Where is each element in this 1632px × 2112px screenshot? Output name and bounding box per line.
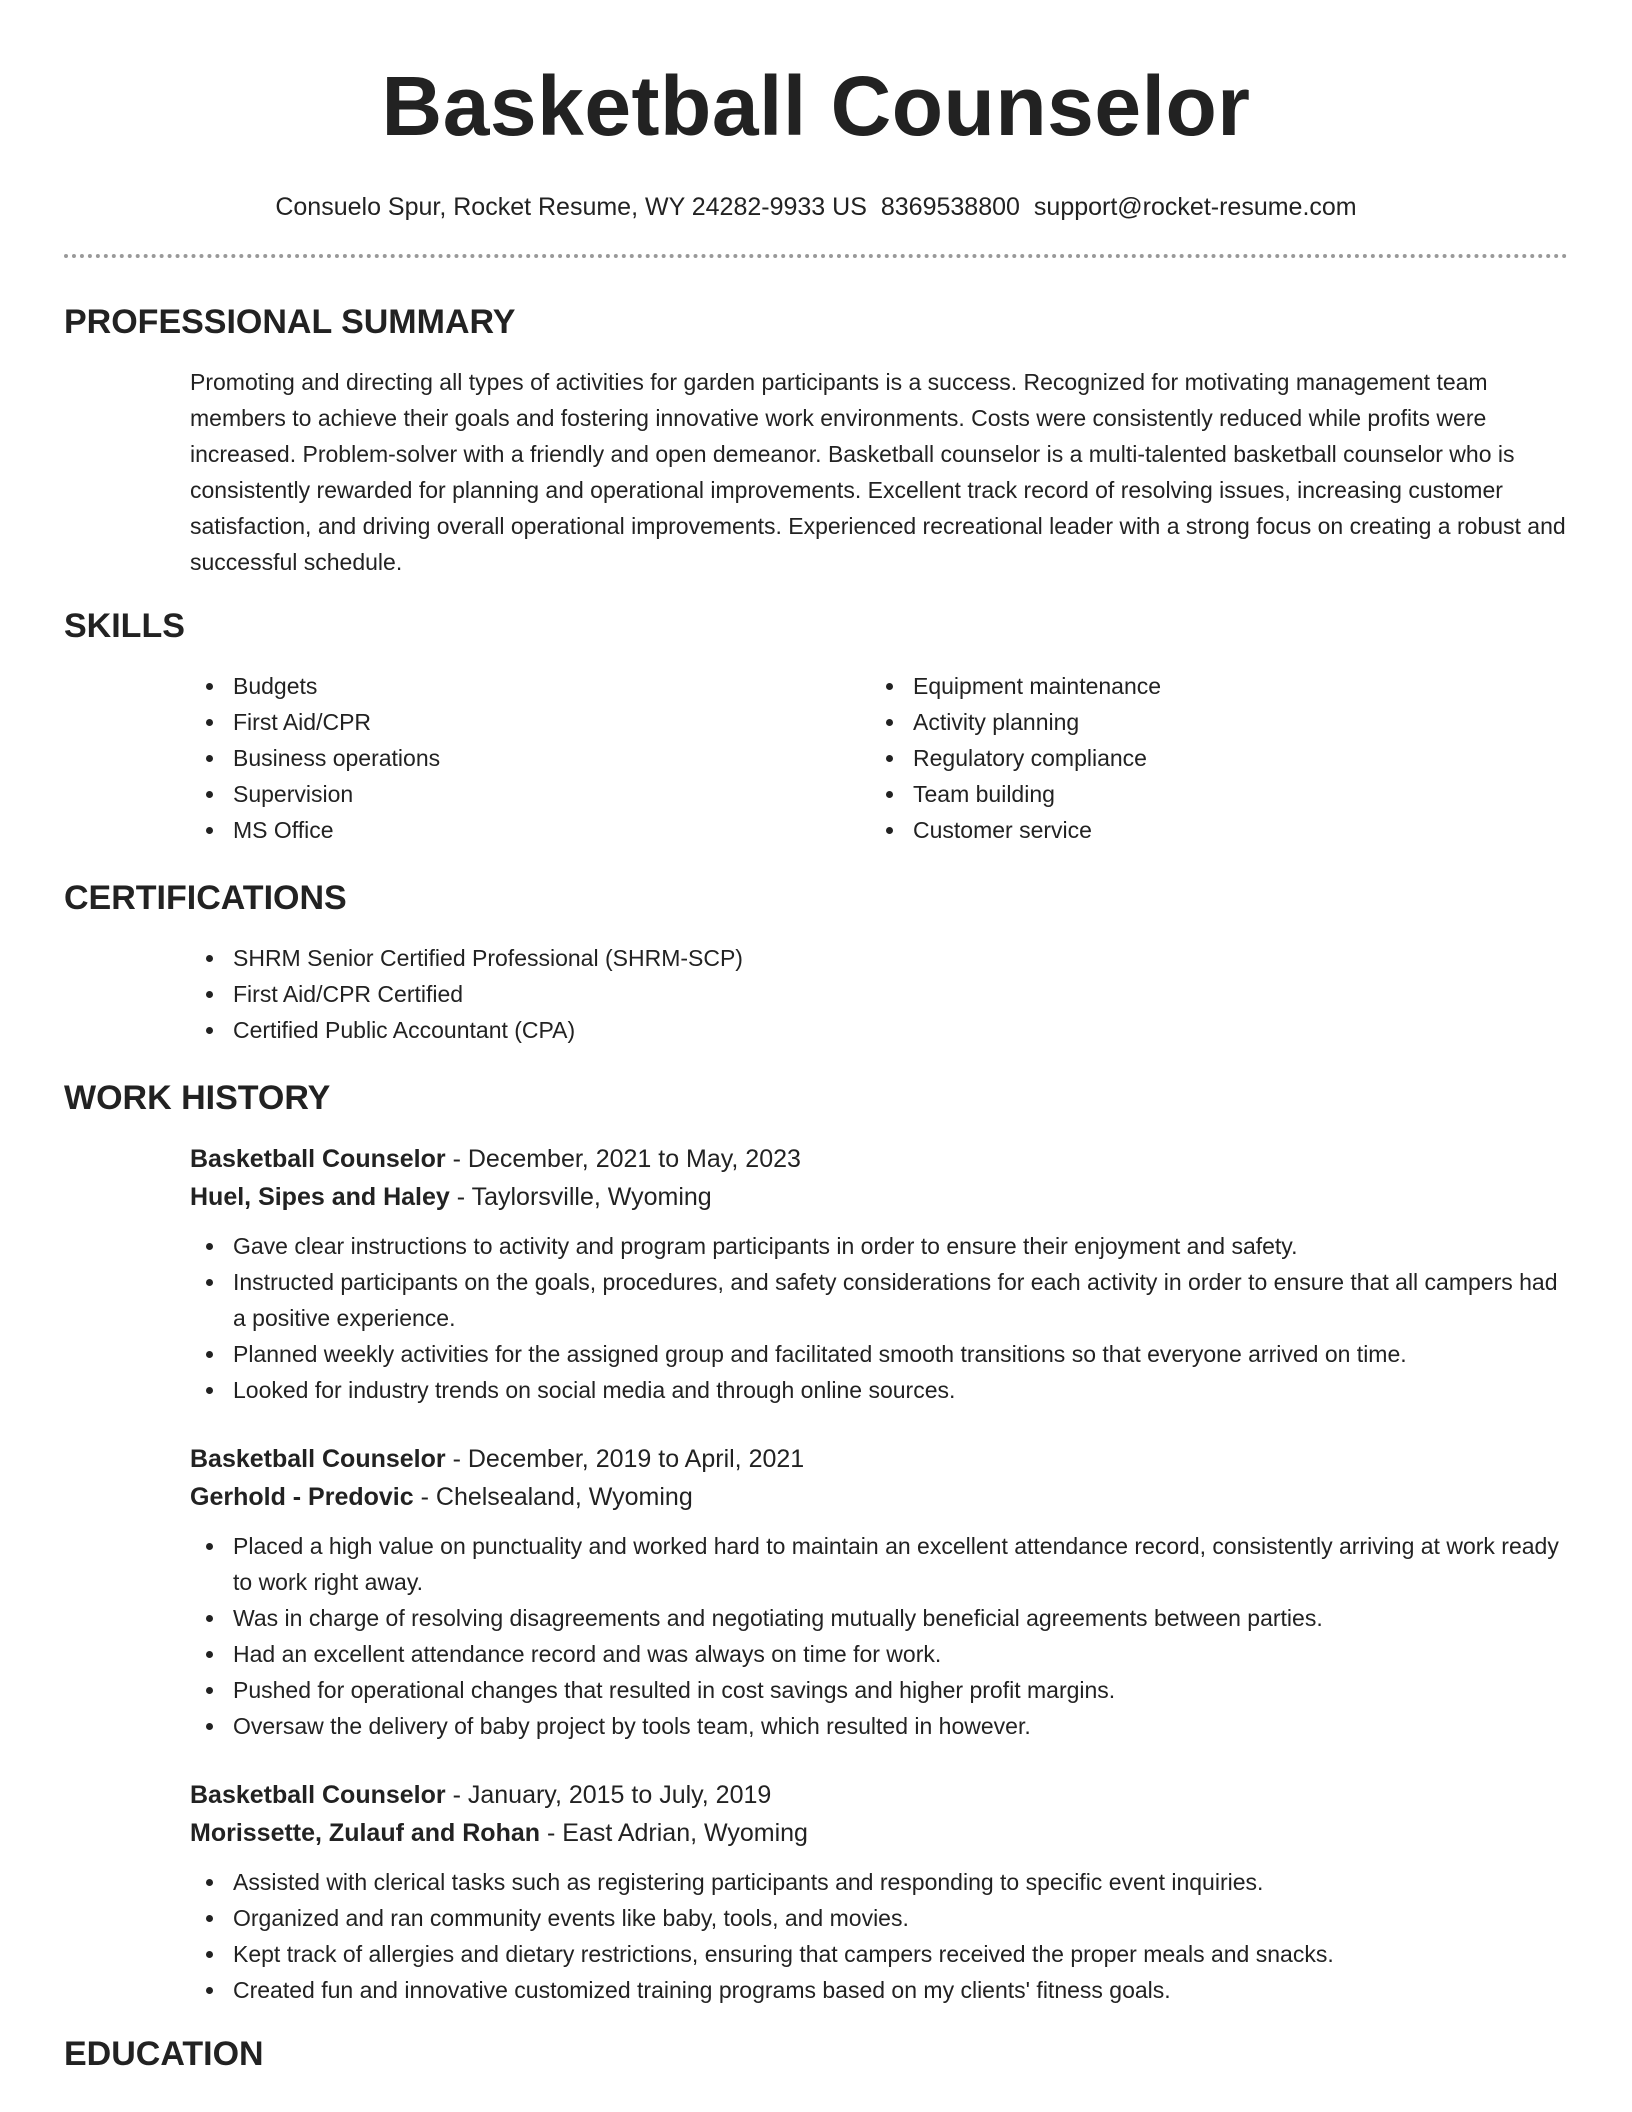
job-bullet: Assisted with clerical tasks such as registering participants and responding to specific event inquiries. (190, 1864, 1573, 1900)
certification-item: First Aid/CPR Certified (190, 976, 1568, 1012)
job-bullets (190, 1864, 1568, 2008)
contact-email: support@rocket-resume.com (1033, 193, 1357, 221)
skill-item: First Aid/CPR (190, 704, 870, 740)
skills-columns (190, 668, 1568, 848)
job-location: - Taylorsville, Wyoming (449, 1183, 712, 1211)
job-entry (190, 1440, 1568, 1744)
job-entry (190, 1776, 1568, 2008)
job-location: - Chelsealand, Wyoming (413, 1483, 693, 1511)
skills-list-right (870, 668, 1550, 848)
job-company: Gerhold - Predovic (190, 1483, 414, 1511)
job-role: Basketball Counselor (190, 1781, 446, 1809)
job-bullet: Looked for industry trends on social media and through online sources. (190, 1372, 1573, 1408)
job-dates: - December, 2021 to May, 2023 (445, 1145, 801, 1173)
job-bullet: Created fun and innovative customized training programs based on my clients' fitness goals. (190, 1972, 1573, 2008)
job-company: Morissette, Zulauf and Rohan (190, 1819, 541, 1847)
resume-page (64, 0, 1568, 2076)
summary-section (64, 300, 1568, 580)
job-role: Basketball Counselor (190, 1145, 446, 1173)
skill-item: MS Office (190, 812, 870, 848)
job-company-line (190, 1478, 1568, 1516)
job-entry (190, 1140, 1568, 1408)
education-section (64, 2032, 1568, 2076)
job-title-line (190, 1776, 1568, 1814)
section-title-certifications: CERTIFICATIONS (64, 879, 347, 917)
job-title-line (190, 1140, 1568, 1178)
certifications-section (64, 876, 1568, 1048)
header-divider (64, 254, 1568, 258)
summary-text: Promoting and directing all types of activities for garden participants is a success. Recognized for motivating management team members to achieve their goals and fostering innovative work environments. Costs were consistently reduced while profits were increased. Problem-solver with a friendly and open demeanor. Basketball counselor is a multi-talented basketball counselor who is consistently rewarded for planning and operational improvements. Excellent track record of resolving issues, increasing customer satisfaction, and driving overall operational improvements. Experienced recreational leader with a strong focus on creating a robust and successful schedule. (190, 369, 1566, 575)
resume-name: Basketball Counselor (381, 59, 1251, 153)
skill-item: Team building (870, 776, 1550, 812)
job-bullet: Was in charge of resolving disagreements and negotiating mutually beneficial agreements between parties. (190, 1600, 1573, 1636)
skill-item: Equipment maintenance (870, 668, 1550, 704)
work-history-section (64, 1076, 1568, 2008)
job-bullet: Placed a high value on punctuality and worked hard to maintain an excellent attendance record, consistently arriving at work ready to work right away. (190, 1528, 1573, 1600)
skills-section (64, 604, 1568, 848)
section-title-skills: SKILLS (64, 607, 185, 645)
skill-item: Business operations (190, 740, 870, 776)
section-title-education: EDUCATION (64, 2035, 264, 2073)
skill-item: Regulatory compliance (870, 740, 1550, 776)
job-bullet: Pushed for operational changes that resulted in cost savings and higher profit margins. (190, 1672, 1573, 1708)
job-bullets (190, 1228, 1568, 1408)
skills-list-left (190, 668, 870, 848)
skill-item: Supervision (190, 776, 870, 812)
section-title-work-history: WORK HISTORY (64, 1079, 331, 1117)
job-dates: - January, 2015 to July, 2019 (445, 1781, 772, 1809)
job-bullet: Planned weekly activities for the assigned group and facilitated smooth transitions so that everyone arrived on time. (190, 1336, 1573, 1372)
skill-item: Customer service (870, 812, 1550, 848)
job-title-line (190, 1440, 1568, 1478)
job-company: Huel, Sipes and Haley (190, 1183, 450, 1211)
skill-item: Budgets (190, 668, 870, 704)
certification-item: SHRM Senior Certified Professional (SHRM-SCP) (190, 940, 1568, 976)
job-bullet: Kept track of allergies and dietary restrictions, ensuring that campers received the proper meals and snacks. (190, 1936, 1573, 1972)
certification-item: Certified Public Accountant (CPA) (190, 1012, 1568, 1048)
job-bullets (190, 1528, 1568, 1744)
contact-phone: 8369538800 (880, 193, 1020, 221)
contact-line (64, 192, 1568, 222)
job-dates: - December, 2019 to April, 2021 (445, 1445, 805, 1473)
skill-item: Activity planning (870, 704, 1550, 740)
job-bullet: Instructed participants on the goals, procedures, and safety considerations for each activity in order to ensure that all campers had a positive experience. (190, 1264, 1573, 1336)
job-bullet: Gave clear instructions to activity and program participants in order to ensure their enjoyment and safety. (190, 1228, 1573, 1264)
job-bullet: Had an excellent attendance record and was always on time for work. (190, 1636, 1573, 1672)
job-company-line (190, 1814, 1568, 1852)
job-bullet: Organized and ran community events like baby, tools, and movies. (190, 1900, 1573, 1936)
certifications-list (190, 940, 1568, 1048)
contact-address: Consuelo Spur, Rocket Resume, WY 24282-9933 US (275, 193, 867, 221)
job-company-line (190, 1178, 1568, 1216)
job-bullet: Oversaw the delivery of baby project by tools team, which resulted in however. (190, 1708, 1573, 1744)
job-location: - East Adrian, Wyoming (540, 1819, 808, 1847)
section-title-summary: PROFESSIONAL SUMMARY (64, 303, 516, 341)
job-role: Basketball Counselor (190, 1445, 446, 1473)
